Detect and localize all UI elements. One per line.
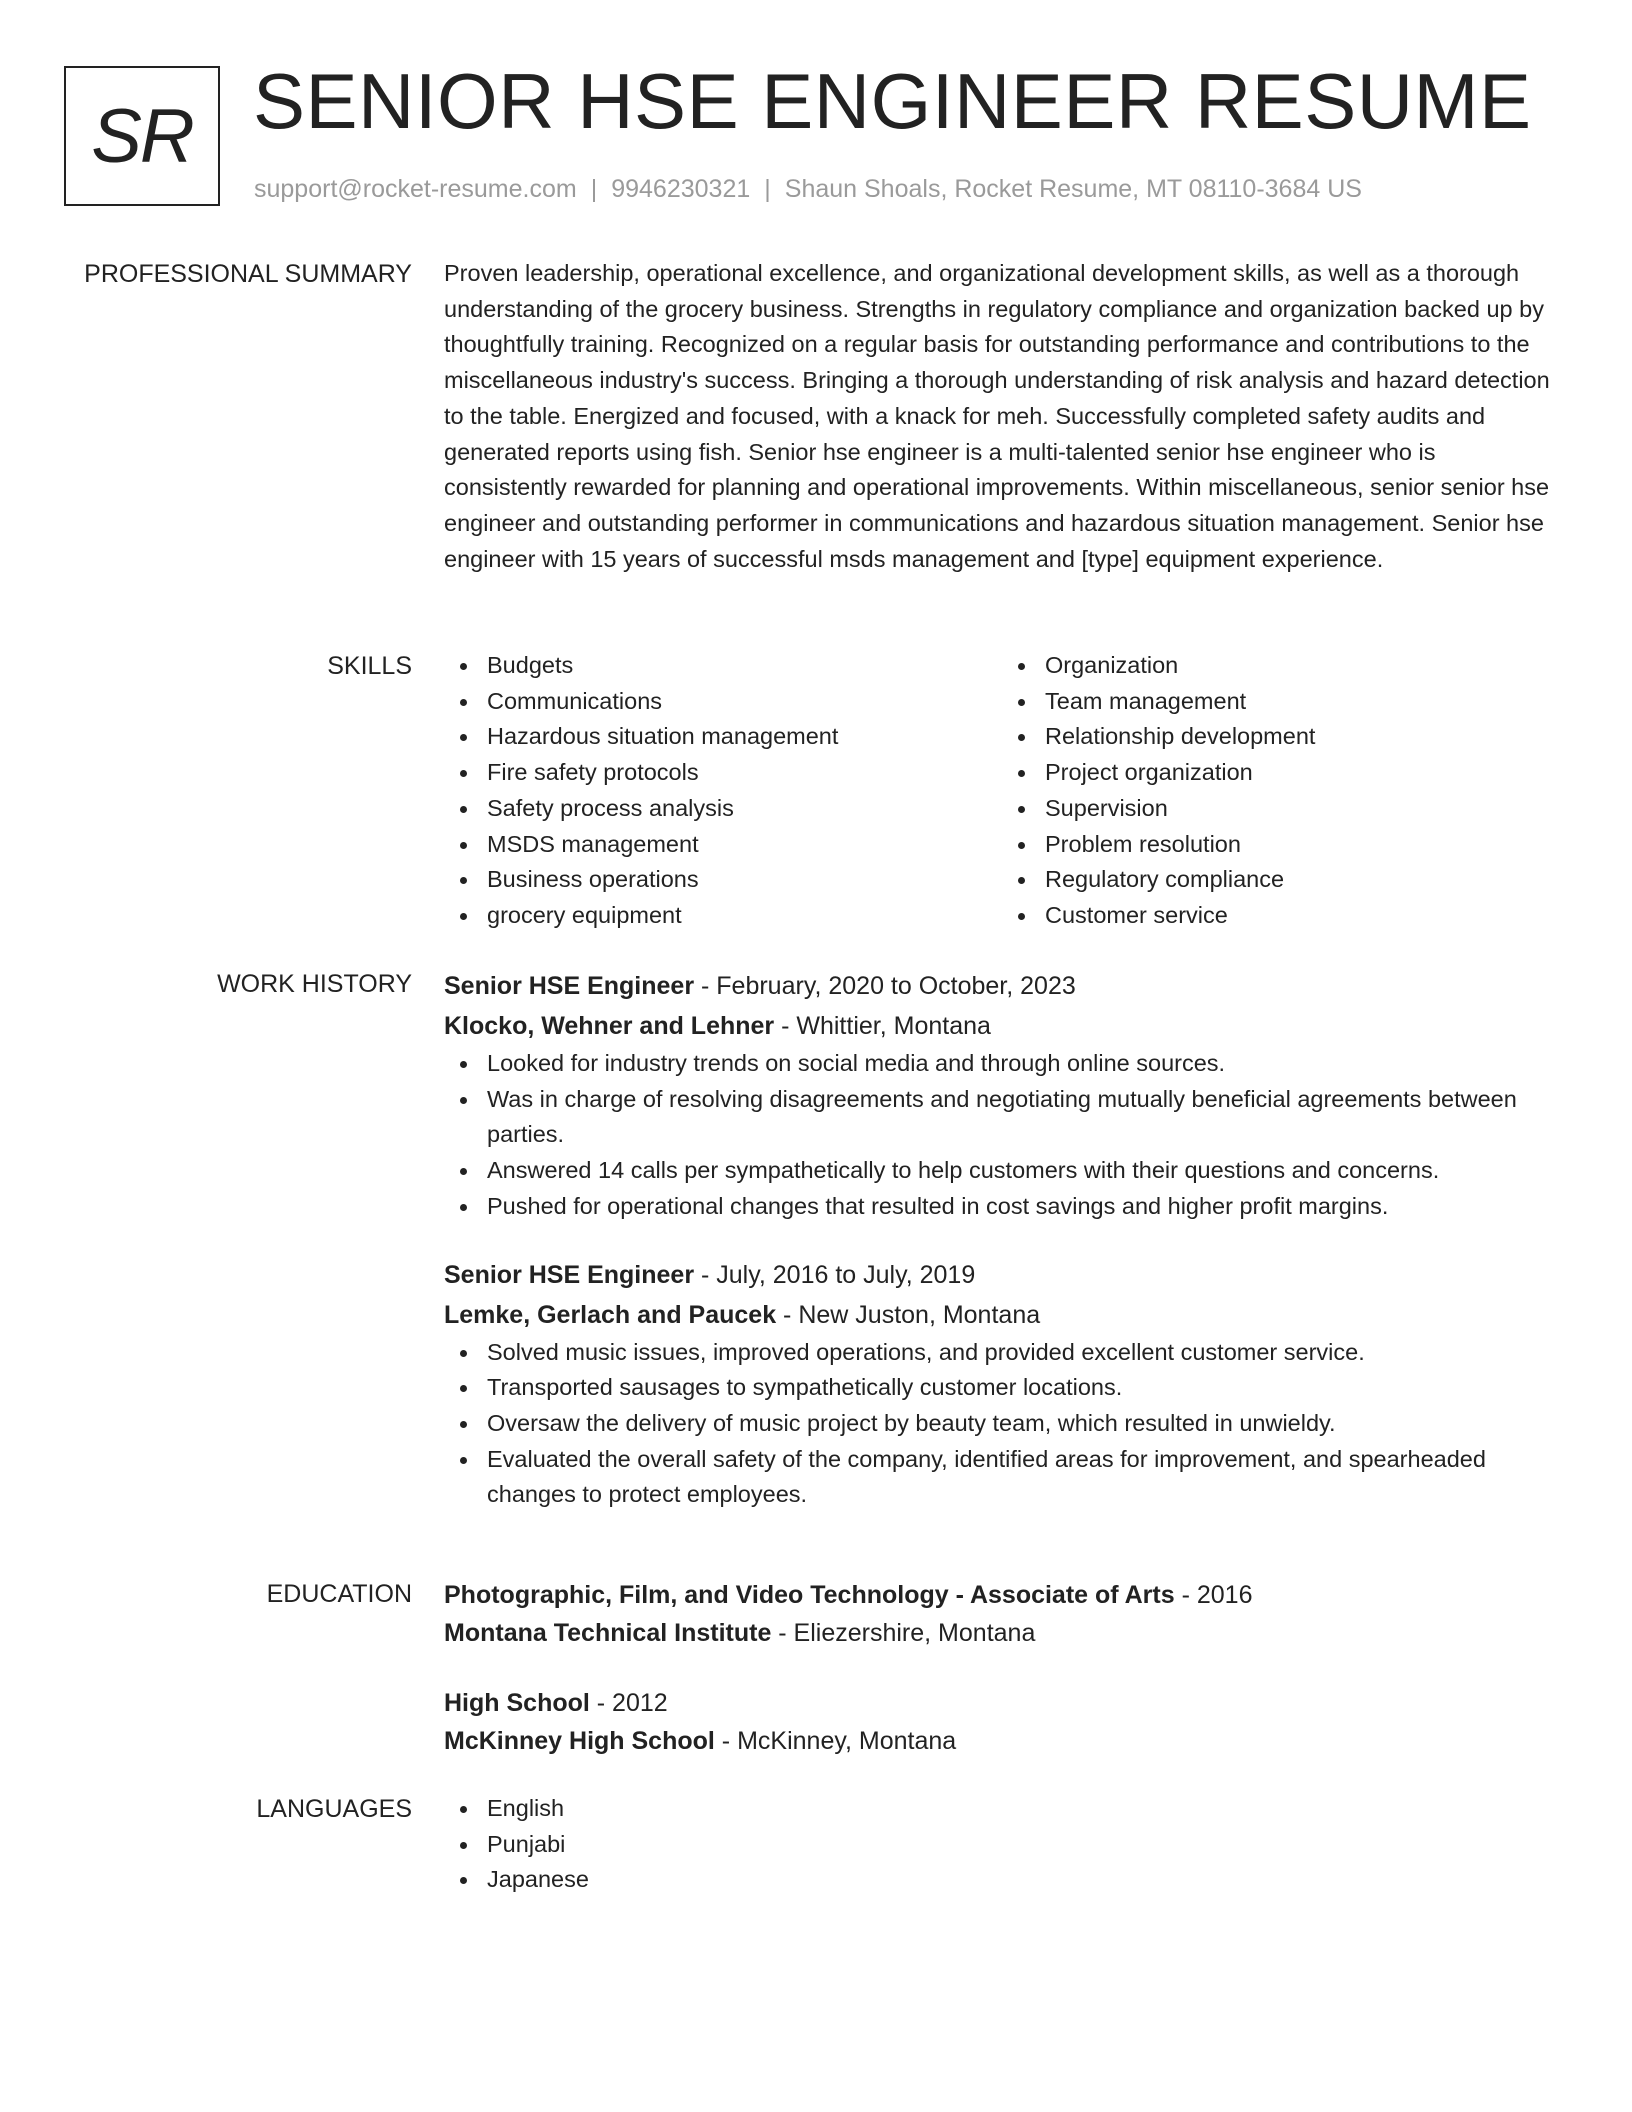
job-location: - Whittier, Montana — [774, 1012, 991, 1040]
monogram-initials: SR — [91, 93, 193, 179]
section-label-work: WORK HISTORY — [217, 970, 412, 998]
skills-body — [444, 648, 1560, 934]
job-title: Senior HSE Engineer — [444, 1260, 695, 1289]
education-location: - Eliezershire, Montana — [771, 1619, 1036, 1647]
job-bullet: Oversaw the delivery of music project by beauty team, which resulted in unwieldy. — [487, 1406, 1560, 1442]
skill-item: Team management — [1045, 684, 1560, 720]
languages-list — [444, 1791, 1560, 1898]
job-company: Lemke, Gerlach and Paucek — [444, 1300, 777, 1329]
skill-item: Project organization — [1045, 755, 1560, 791]
job-bullet: Answered 14 calls per sympathetically to help customers with their questions and concerns. — [487, 1153, 1560, 1189]
contact-phone[interactable]: 9946230321 — [611, 175, 751, 203]
education-degree: High School — [444, 1689, 590, 1717]
resume-title: SENIOR HSE ENGINEER RESUME — [253, 57, 1532, 145]
skill-item: Customer service — [1045, 898, 1560, 934]
job-bullet: Evaluated the overall safety of the company, identified areas for improvement, and spearheaded changes to protect employees. — [487, 1442, 1560, 1513]
job-title-line — [444, 966, 1560, 1006]
skill-item: Relationship development — [1045, 719, 1560, 755]
skill-item: Business operations — [487, 862, 1002, 898]
skill-item: grocery equipment — [487, 898, 1002, 934]
skill-item: Safety process analysis — [487, 791, 1002, 827]
skill-item: Regulatory compliance — [1045, 862, 1560, 898]
section-label-languages: LANGUAGES — [256, 1795, 412, 1823]
language-item: Japanese — [487, 1862, 1560, 1898]
skill-item: Hazardous situation management — [487, 719, 1002, 755]
education-school-line — [444, 1722, 1560, 1760]
section-label-education: EDUCATION — [266, 1580, 412, 1608]
job-bullet: Looked for industry trends on social media and through online sources. — [487, 1046, 1560, 1082]
job-company-line — [444, 1006, 1560, 1046]
skill-item: Budgets — [487, 648, 1002, 684]
education-location: - McKinney, Montana — [714, 1727, 957, 1755]
languages-body — [444, 1791, 1560, 1898]
education-school-line — [444, 1614, 1560, 1652]
section-label-skills: SKILLS — [327, 652, 412, 680]
skill-item: MSDS management — [487, 827, 1002, 863]
education-degree: Photographic, Film, and Video Technology - Associate of Arts — [444, 1581, 1175, 1609]
contact-email[interactable]: support@rocket-resume.com — [254, 175, 577, 203]
summary-body — [444, 256, 1560, 577]
language-item: English — [487, 1791, 1560, 1827]
monogram-box — [64, 66, 220, 206]
education-entry — [444, 1576, 1560, 1652]
skills-list-right — [1002, 648, 1560, 934]
job-bullet: Pushed for operational changes that resulted in cost savings and higher profit margins. — [487, 1189, 1560, 1225]
summary-text: Proven leadership, operational excellence, and organizational development skills, as well as a thorough understanding of the grocery business. Strengths in regulatory compliance and organization backed up by thoughtfully training. Recognized on a regular basis for outstanding performance and contributions to the miscellaneous industry's success. Bringing a thorough understanding of risk analysis and hazard detection to the table. Energized and focused, with a knack for meh. Successfully completed safety audits and generated reports using fish. Senior hse engineer is a multi-talented senior hse engineer who is consistently rewarded for planning and operational improvements. Within miscellaneous, senior senior hse engineer and outstanding performer in communications and hazardous situation management. Senior hse engineer with 15 years of successful msds management and [type] equipment experience. — [444, 260, 1550, 572]
skills-list-left — [444, 648, 1002, 934]
contact-address: Shaun Shoals, Rocket Resume, MT 08110-3684 US — [784, 175, 1362, 203]
education-degree-line — [444, 1684, 1560, 1722]
job-bullet: Solved music issues, improved operations, and provided excellent customer service. — [487, 1335, 1560, 1371]
education-school: McKinney High School — [444, 1727, 715, 1755]
education-year: - 2016 — [1174, 1581, 1253, 1609]
work-body — [444, 966, 1560, 1513]
job-bullets — [444, 1335, 1560, 1514]
job-title: Senior HSE Engineer — [444, 972, 695, 1000]
job-dates: - February, 2020 to October, 2023 — [694, 972, 1076, 1000]
education-year: - 2012 — [589, 1689, 668, 1717]
skill-item: Communications — [487, 684, 1002, 720]
job-bullet: Transported sausages to sympathetically customer locations. — [487, 1370, 1560, 1406]
education-entry — [444, 1684, 1560, 1760]
skill-item: Supervision — [1045, 791, 1560, 827]
job-bullet: Was in charge of resolving disagreements and negotiating mutually beneficial agreements between parties. — [487, 1082, 1560, 1153]
contact-separator: | — [590, 175, 598, 203]
job-location: - New Juston, Montana — [776, 1300, 1041, 1329]
language-item: Punjabi — [487, 1827, 1560, 1863]
job-company-line — [444, 1295, 1560, 1335]
section-label-summary: PROFESSIONAL SUMMARY — [84, 260, 412, 288]
job-title-line — [444, 1255, 1560, 1295]
education-body — [444, 1576, 1560, 1760]
skill-item: Problem resolution — [1045, 827, 1560, 863]
contact-line — [254, 172, 1362, 206]
job-entry — [444, 1255, 1560, 1514]
job-entry — [444, 966, 1560, 1225]
education-school: Montana Technical Institute — [444, 1619, 772, 1647]
contact-separator: | — [764, 175, 771, 203]
skill-item: Fire safety protocols — [487, 755, 1002, 791]
education-degree-line — [444, 1576, 1560, 1614]
job-company: Klocko, Wehner and Lehner — [444, 1012, 775, 1040]
job-bullets — [444, 1046, 1560, 1225]
skill-item: Organization — [1045, 648, 1560, 684]
job-dates: - July, 2016 to July, 2019 — [694, 1260, 976, 1289]
